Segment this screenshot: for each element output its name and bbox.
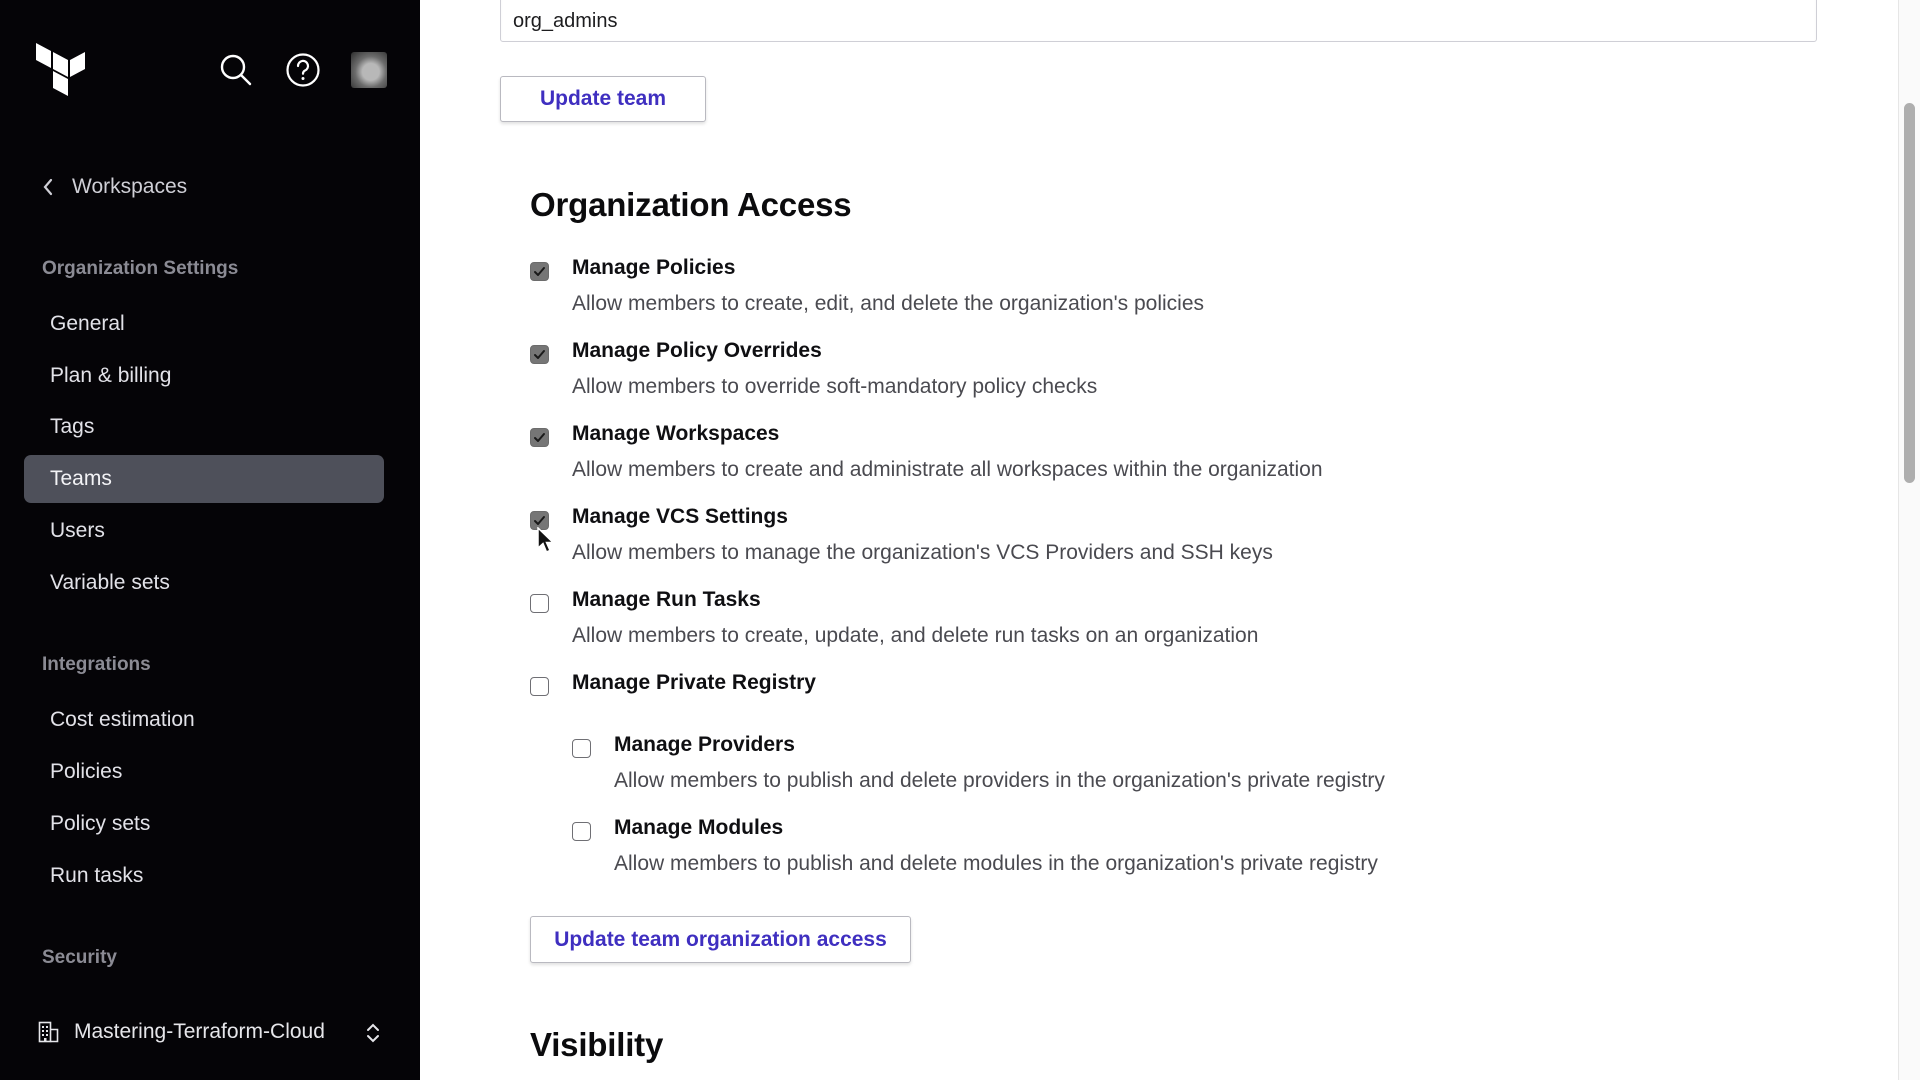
sidebar-item-policy-sets[interactable]: Policy sets [50,812,151,835]
permission-label[interactable]: Manage Modules [614,816,784,839]
permission-label[interactable]: Manage VCS Settings [572,505,788,528]
sidebar-item-users[interactable]: Users [50,519,105,542]
sidebar-item-policies[interactable]: Policies [50,760,123,783]
permission-description: Allow members to manage the organization's VCS Providers and SSH keys [572,541,1273,564]
sidebar-item-teams[interactable]: Teams [24,455,384,503]
permission-description: Allow members to create and administrate all workspaces within the organization [572,458,1323,481]
permission-label[interactable]: Manage Private Registry [572,671,816,694]
sidebar-item-tags[interactable]: Tags [50,415,95,438]
checkbox-manage-providers[interactable] [572,739,591,758]
team-name-input[interactable] [500,0,1817,42]
permission-label[interactable]: Manage Run Tasks [572,588,761,611]
back-to-workspaces-link[interactable] [42,172,187,202]
sidebar-item-general[interactable]: General [50,312,125,335]
permission-label[interactable]: Manage Policy Overrides [572,339,822,362]
permission-description: Allow members to override soft-mandatory policy checks [572,375,1098,398]
organization-switcher[interactable] [38,1014,388,1050]
terraform-logo-icon[interactable] [36,43,86,97]
checkbox-manage-policy-overrides[interactable] [530,345,549,364]
sidebar-item-variable-sets[interactable]: Variable sets [50,571,170,594]
permission-description: Allow members to create, update, and delete run tasks on an organization [572,624,1259,647]
checkbox-manage-workspaces[interactable] [530,428,549,447]
help-button[interactable] [283,50,323,90]
sidebar [0,0,420,1080]
permission-label[interactable]: Manage Policies [572,256,736,279]
organization-name: Mastering-Terraform-Cloud [74,1020,325,1043]
checkbox-manage-vcs-settings[interactable] [530,511,549,530]
permission-description: Allow members to create, edit, and delete the organization's policies [572,292,1205,315]
chevron-up-down-icon [366,1022,380,1044]
checkbox-manage-modules[interactable] [572,822,591,841]
checkbox-manage-run-tasks[interactable] [530,594,549,613]
permission-description: Allow members to publish and delete providers in the organization's private registry [614,769,1385,792]
update-team-button[interactable]: Update team [500,76,706,122]
organization-access-heading: Organization Access [530,186,852,223]
sidebar-item-cost-estimation[interactable]: Cost estimation [50,708,195,731]
permission-label[interactable]: Manage Workspaces [572,422,780,445]
scrollbar-thumb[interactable] [1904,103,1915,483]
section-organization-settings: Organization Settings [42,258,239,279]
search-button[interactable] [216,50,256,90]
main-content [420,0,1898,1080]
building-icon [38,1021,60,1043]
sidebar-item-plan-billing[interactable]: Plan & billing [50,364,172,387]
checkbox-manage-private-registry[interactable] [530,677,549,696]
section-integrations: Integrations [42,654,151,675]
search-icon [219,53,253,87]
update-team-organization-access-button[interactable]: Update team organization access [530,916,911,963]
user-avatar[interactable] [351,52,387,88]
help-icon [285,52,321,88]
section-security: Security [42,947,117,968]
permission-label[interactable]: Manage Providers [614,733,795,756]
visibility-heading: Visibility [530,1026,664,1063]
checkbox-manage-policies[interactable] [530,262,549,281]
back-link-label: Workspaces [72,175,188,198]
sidebar-item-run-tasks[interactable]: Run tasks [50,864,144,887]
permission-description: Allow members to publish and delete modules in the organization's private registry [614,852,1378,875]
chevron-left-icon [42,178,54,196]
